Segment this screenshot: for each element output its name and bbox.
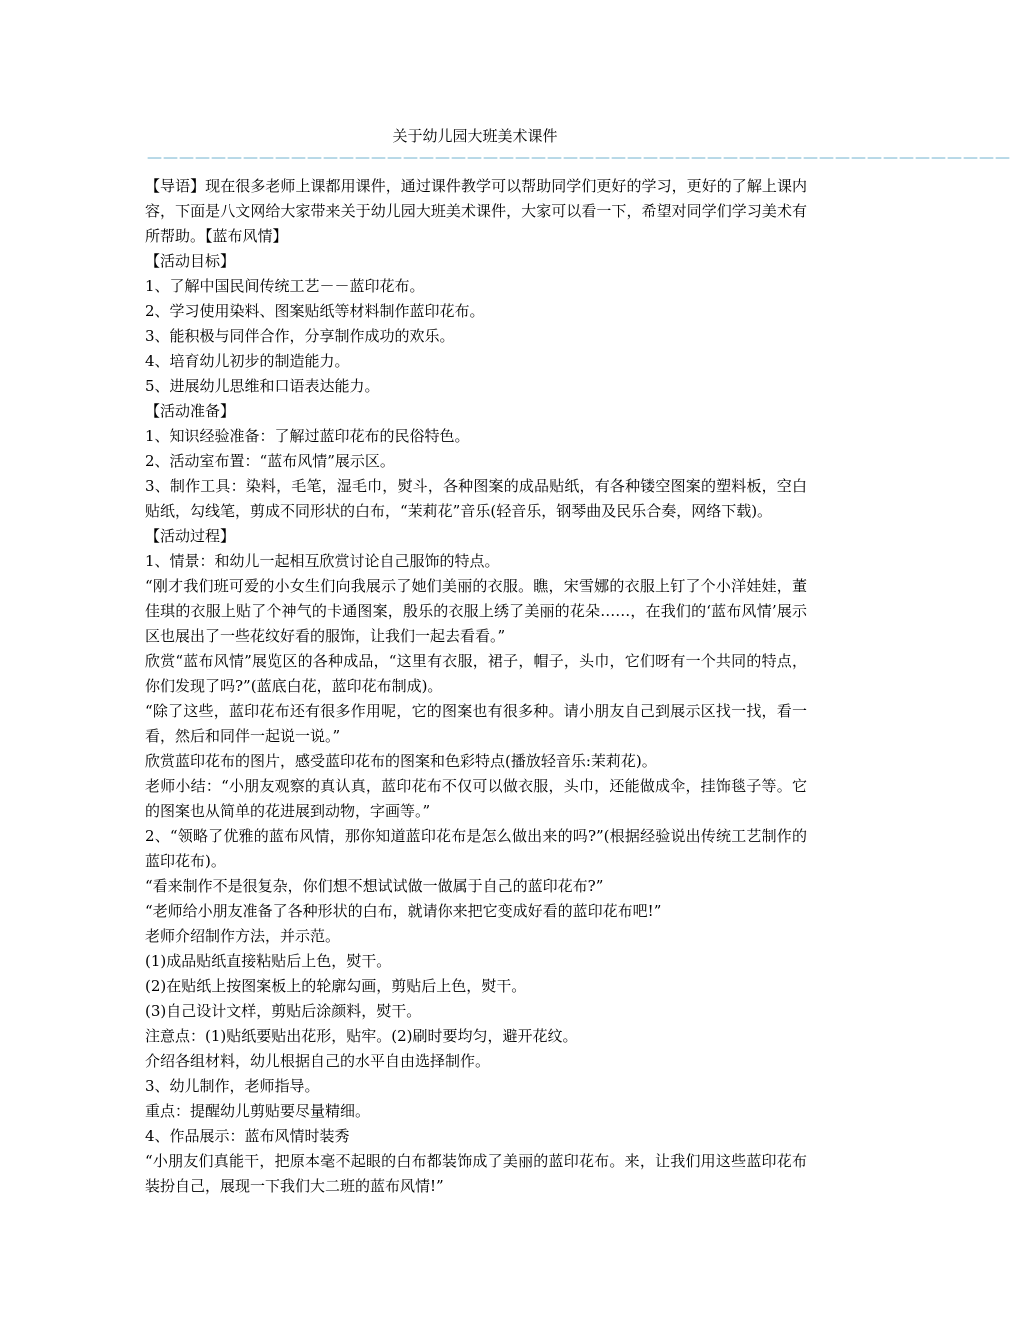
- process-paragraph: “老师给小朋友准备了各种形状的白布，就请你来把它变成好看的蓝印花布吧!”: [145, 902, 662, 920]
- process-paragraph: 欣赏“蓝布风情”展览区的各种成品，“这里有衣服，裙子，帽子，头巾，它们呀有一个共同的特点，你们发现了吗?”(蓝底白花，蓝印花布制成)。: [145, 652, 807, 695]
- title-divider: ——————————————————————————————————————————————————————: [147, 148, 1011, 166]
- process-paragraph: 1、情景：和幼儿一起相互欣赏讨论自己服饰的特点。: [145, 552, 500, 570]
- document-title: 关于幼儿园大班美术课件: [392, 127, 558, 145]
- section-heading-process: 【活动过程】: [145, 527, 236, 545]
- process-paragraph: 注意点：(1)贴纸要贴出花形，贴牢。(2)刷时要均匀，避开花纹。: [145, 1027, 578, 1045]
- method-step: (2)在贴纸上按图案板上的轮廓勾画，剪贴后上色，熨干。: [145, 977, 527, 995]
- goal-item: 2、学习使用染料、图案贴纸等材料制作蓝印花布。: [145, 302, 485, 320]
- preparation-item: 2、活动室布置：“蓝布风情”展示区。: [145, 452, 395, 470]
- goal-item: 1、了解中国民间传统工艺－－蓝印花布。: [145, 277, 425, 295]
- section-heading-preparation: 【活动准备】: [145, 402, 236, 420]
- method-step: (1)成品贴纸直接粘贴后上色，熨干。: [145, 952, 392, 970]
- goal-item: 3、能积极与同伴合作，分享制作成功的欢乐。: [145, 327, 455, 345]
- method-step: (3)自己设计文样，剪贴后涂颜料，熨干。: [145, 1002, 422, 1020]
- process-paragraph: 4、作品展示：蓝布风情时装秀: [145, 1127, 350, 1145]
- process-paragraph: “小朋友们真能干，把原本毫不起眼的白布都装饰成了美丽的蓝印花布。来，让我们用这些蓝印花布装扮自己，展现一下我们大二班的蓝布风情!”: [145, 1152, 807, 1195]
- process-paragraph: 老师介绍制作方法，并示范。: [145, 927, 341, 945]
- process-paragraph: “刚才我们班可爱的小女生们向我展示了她们美丽的衣服。瞧，宋雪娜的衣服上钉了个小洋娃娃，董佳琪的衣服上贴了个神气的卡通图案，殷乐的衣服上绣了美丽的花朵……，在我们的‘蓝布风情’展示区也展出了一些花纹好看的服饰，让我们一起去看看。”: [145, 577, 807, 645]
- process-paragraph: 3、幼儿制作，老师指导。: [145, 1077, 320, 1095]
- process-paragraph: “除了这些，蓝印花布还有很多作用呢，它的图案也有很多种。请小朋友自己到展示区找一找，看一看，然后和同伴一起说一说。”: [145, 702, 807, 745]
- goal-item: 4、培育幼儿初步的制造能力。: [145, 352, 350, 370]
- goal-item: 5、进展幼儿思维和口语表达能力。: [145, 377, 380, 395]
- intro-paragraph: 【导语】现在很多老师上课都用课件，通过课件教学可以帮助同学们更好的学习，更好的了解上课内容，下面是八文网给大家带来关于幼儿园大班美术课件，大家可以看一下，希望对同学们学习美术有所帮助。【蓝布风情】: [145, 177, 807, 245]
- process-paragraph: 介绍各组材料，幼儿根据自己的水平自由选择制作。: [145, 1052, 491, 1070]
- process-paragraph: 2、“领略了优雅的蓝布风情，那你知道蓝印花布是怎么做出来的吗?”(根据经验说出传统工艺制作的蓝印花布)。: [145, 827, 807, 870]
- process-paragraph: “看来制作不是很复杂，你们想不想试试做一做属于自己的蓝印花布?”: [145, 877, 604, 895]
- document-body: [145, 174, 807, 1199]
- section-heading-goals: 【活动目标】: [145, 252, 236, 270]
- process-paragraph: 老师小结：“小朋友观察的真认真，蓝印花布不仅可以做衣服，头巾，还能做成伞，挂饰毯子等。它的图案也从简单的花进展到动物，字画等。”: [145, 777, 807, 820]
- preparation-item: 1、知识经验准备：了解过蓝印花布的民俗特色。: [145, 427, 470, 445]
- process-paragraph: 重点：提醒幼儿剪贴要尽量精细。: [145, 1102, 371, 1120]
- process-paragraph: 欣赏蓝印花布的图片，感受蓝印花布的图案和色彩特点(播放轻音乐:茉莉花)。: [145, 752, 657, 770]
- preparation-item: 3、制作工具：染料，毛笔，湿毛巾，熨斗，各种图案的成品贴纸，有各种镂空图案的塑料板，空白贴纸，勾线笔，剪成不同形状的白布，“茉莉花”音乐(轻音乐，钢琴曲及民乐合奏，网络下载)。: [145, 477, 807, 520]
